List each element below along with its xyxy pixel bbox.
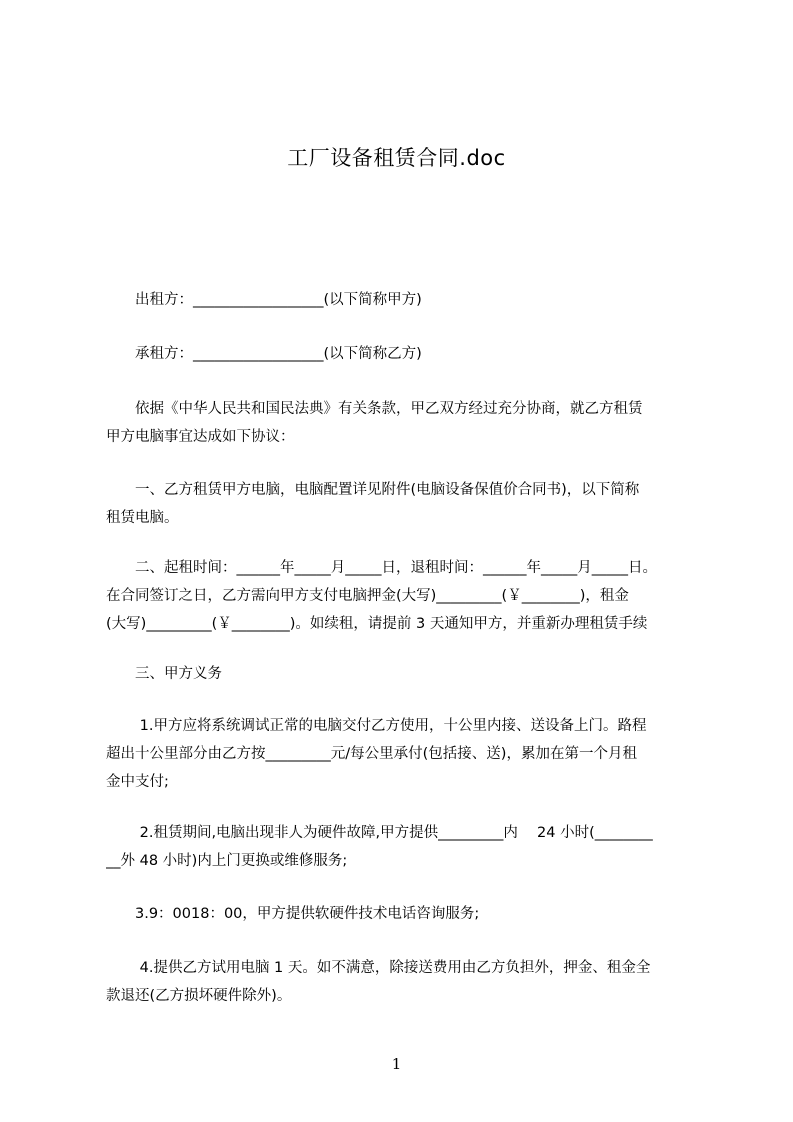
- text-line: 4.提供乙方试用电脑 1 天。如不满意，除接送费用由乙方负担外，押金、租金全: [106, 960, 651, 976]
- paragraph-clause-1: [106, 476, 700, 532]
- paragraph-item-1: [106, 712, 700, 796]
- text-line: 超出十公里部分由乙方按_________元/每公里承付(包括接、送)，累加在第一个月租: [106, 746, 637, 762]
- text-line: 承租方：__________________(以下简称乙方): [106, 346, 422, 362]
- text-line: 2.租赁期间,电脑出现非人为硬件故障,甲方提供_________内 24 小时(________: [106, 825, 653, 841]
- paragraph-lessee: [106, 340, 700, 368]
- paragraph-item-2: [106, 819, 700, 875]
- text-line: 款退还(乙方损坏硬件除外)。: [106, 988, 292, 1004]
- text-line: 租赁电脑。: [106, 510, 179, 526]
- text-line: 1.甲方应将系统调试正常的电脑交付乙方使用，十公里内接、送设备上门。路程: [106, 718, 647, 734]
- text-line: 一、乙方租赁甲方电脑，电脑配置详见附件(电脑设备保值价合同书)，以下简称: [106, 482, 640, 498]
- text-line: (大写)_________(￥________)。如续租，请提前 3 天通知甲方，并重新办理租赁手续: [106, 616, 648, 632]
- text-line: __外 48 小时)内上门更换或维修服务;: [106, 853, 348, 869]
- text-line: 金中支付;: [106, 774, 169, 790]
- text-line: 甲方电脑事宜达成如下协议：: [106, 429, 295, 445]
- paragraph-lessor: [106, 286, 700, 314]
- text-line: 3.9：0018：00，甲方提供软硬件技术电话咨询服务;: [106, 906, 480, 922]
- paragraph-preamble: [106, 395, 700, 451]
- text-line: 三、甲方义务: [106, 666, 222, 682]
- document-title: 工厂设备租赁合同.doc: [287, 146, 506, 170]
- text-line: 在合同签订之日，乙方需向甲方支付电脑押金(大写)_________(￥________)，租金: [106, 588, 629, 604]
- text-line: 依据《中华人民共和国民法典》有关条款，甲乙双方经过充分协商，就乙方租赁: [106, 401, 643, 417]
- text-line: 二、起租时间：______年_____月_____日，退租时间：______年_____月_____日。: [106, 560, 657, 576]
- paragraph-clause-3-heading: [106, 660, 700, 688]
- paragraph-clause-2: [106, 554, 700, 638]
- page-number: 1: [391, 1055, 402, 1073]
- paragraph-item-3: [106, 900, 700, 928]
- text-line: 出租方：__________________(以下简称甲方): [106, 292, 422, 308]
- paragraph-item-4: [106, 954, 700, 1010]
